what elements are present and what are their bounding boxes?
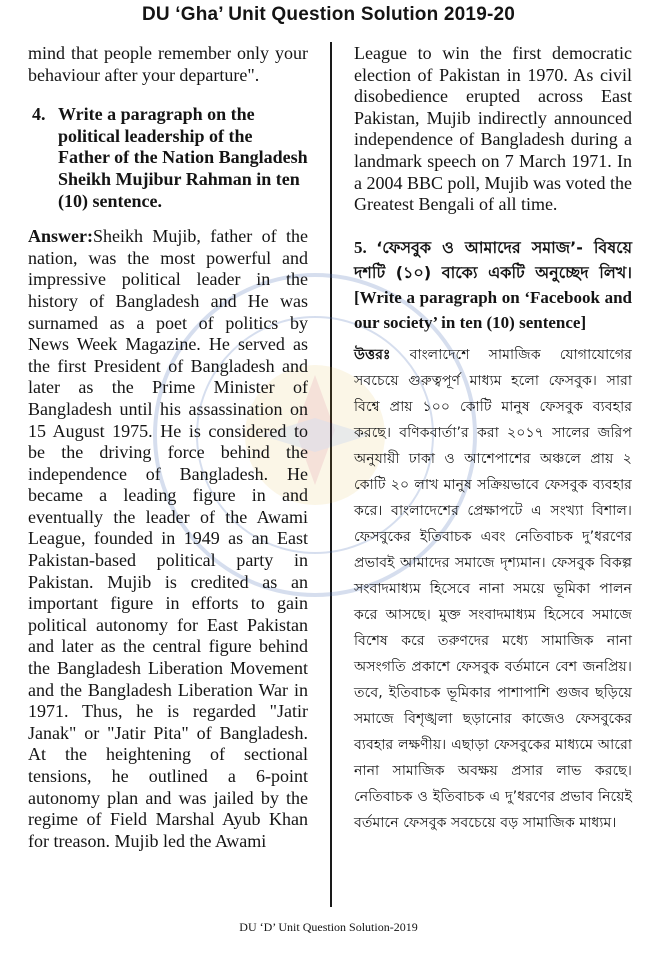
- page-footer: DU ‘D’ Unit Question Solution-2019: [239, 920, 418, 934]
- left-column: [28, 43, 308, 852]
- question-5-bangla: ‘ফেসবুক ও আমাদের সমাজ’- বিষয়ে দশটি (১০) বাক্যে একটি অনুচ্ছেদ লিখ।: [354, 237, 632, 282]
- question-4-text: Write a paragraph on the political leadership of the Father of the Nation Bangladesh Sheikh Mujibur Rahman in ten (10) sentence.: [58, 104, 308, 211]
- question-5-number: 5.: [354, 237, 367, 257]
- question-5: [354, 236, 632, 336]
- answer-5-label: উত্তরঃ: [354, 346, 391, 363]
- answer-4-label: Answer:: [28, 226, 93, 247]
- column-divider: [330, 42, 332, 907]
- question-4: [28, 104, 308, 212]
- page-header-title: DU ‘Gha’ Unit Question Solution 2019-20: [141, 4, 516, 25]
- answer-5-text: বাংলাদেশে সামাজিক যোগাযোগের সবচেয়ে গুরুত্বপূর্ণ মাধ্যম হলো ফেসবুক। সারা বিশ্বে প্রায় ১০০ কোটি মানুষ ফেসবুক ব্যবহার করছে। বণিকবার্তা’র করা ২০১৭ সালের জরিপ অনুযায়ী ঢাকা ও আশেপাশের অঞ্চলে প্রায় ২ কোটি ২০ লাখ মানুষ সক্রিয়ভাবে ফেসবুক ব্যবহার করে। বাংলাদেশের প্রেক্ষাপটে এ সংখ্যা বিশাল। ফেসবুকের ইতিবাচক এবং নেতিবাচক দু’ধরণের প্রভাবই আমাদের সমাজে দৃশ্যমান। ফেসবুক বিকল্প সংবাদমাধ্যম হিসেবে নানা সময়ে ভূমিকা পালন করে আসছে। মুক্ত সংবাদমাধ্যম হিসেবে সমাজে বিশেষ করে তরুণদের মধ্যে সামাজিক নানা অসংগতি প্রকাশে ফেসবুক বর্তমানে বেশ জনপ্রিয়। তবে, ইতিবাচক ভূমিকার পাশাপাশি গুজব ছড়িয়ে সমাজে বিশৃঙ্খলা ছড়ানোর কাজেও ফেসবুকের ব্যবহার লক্ষণীয়। এছাড়া ফেসবুকের মাধ্যমে আরো নানা সামাজিক অবক্ষয় প্রসার লাভ করছে। নেতিবাচক ও ইতিবাচক এ দু’ধরণের প্রভাব নিয়েই বর্তমানে ফেসবুক সবচেয়ে বড় সামাজিক মাধ্যম।: [354, 346, 632, 831]
- right-continuation-text: League to win the first democratic election of Pakistan in 1970. As civil disobedience erupted across East Pakistan, Mujib indirectly announced independence of Bangladesh during a landmark speech on 7 March 1971. In a 2004 BBC poll, Mujib was voted the Greatest Bengali of all time.: [354, 43, 632, 215]
- left-continuation-text: mind that people remember only your behaviour after your departure".: [28, 43, 308, 85]
- answer-4-text: Sheikh Mujib, father of the nation, was the most powerful and impressive political leader in the history of Bangladesh and He was surnamed as a poet of politics by News Week Magazine. He served as the first President of Bangladesh and later as the Prime Minister of Bangladesh until his assassination on 15 August 1975. He is considered to be the driving force behind the independence of Bangladesh. He became a leading figure in and eventually the leader of the Awami League, founded in 1949 as an East Pakistan-based political party in Pakistan. Mujib is credited as an important figure in efforts to gain political autonomy for East Pakistan and later as the central figure behind the Bangladesh Liberation Movement and the Bangladesh Liberation War in 1971. Thus, he is regarded "Jatir Janak" or "Jatir Pita" of Bangladesh. At the heightening of sectional tensions, he outlined a 6-point autonomy plan and was jailed by the regime of Field Marshal Ayub Khan for treason. Mujib led the Awami: [28, 226, 308, 851]
- answer-4: [28, 226, 308, 852]
- question-5-english: [Write a paragraph on ‘Facebook and our society’ in ten (10) sentence]: [354, 287, 632, 332]
- right-column: [354, 43, 632, 836]
- answer-5: [354, 342, 632, 836]
- question-4-number: 4.: [32, 104, 46, 125]
